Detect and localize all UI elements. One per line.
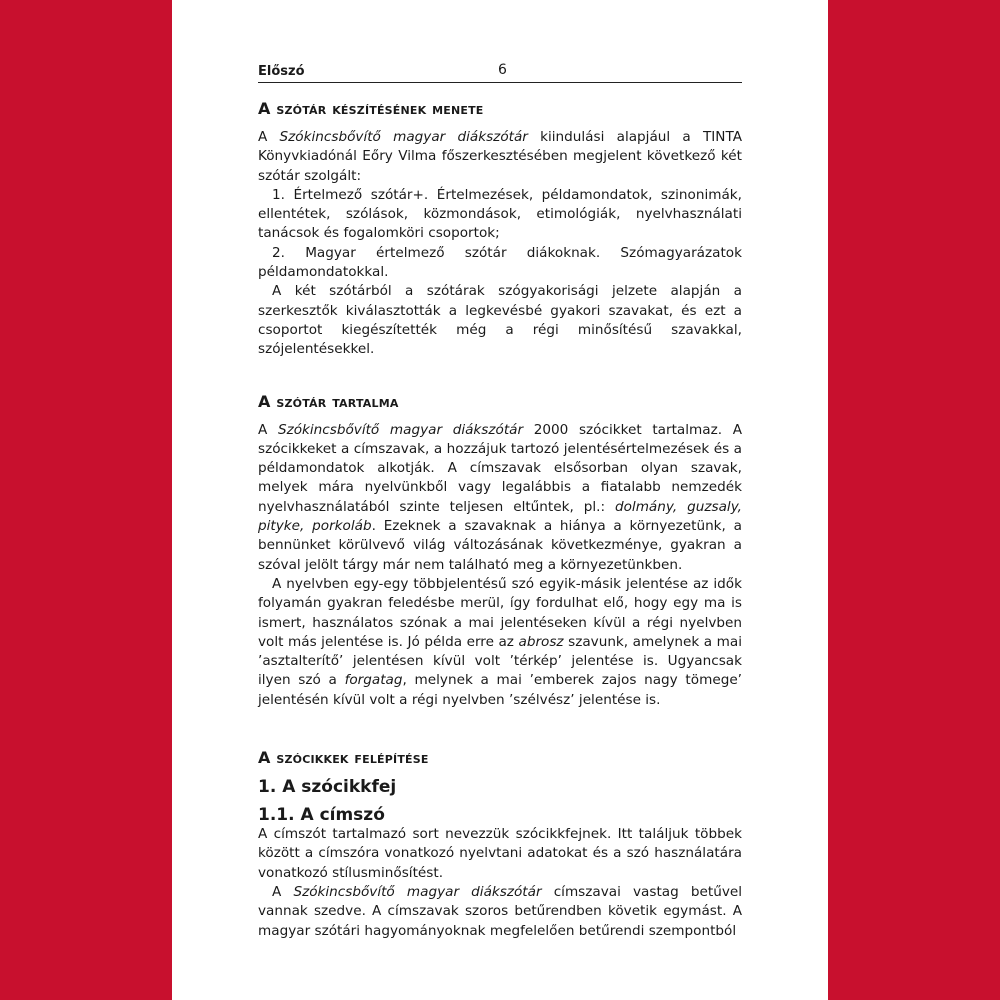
paragraph-felepitese-1: A címszót tartalmazó sort nevezzük szócikkfejnek. Itt találjuk többek között a címszóra vonatkozó nyelvtani adatokat és a szó használatára vonatkozó stílusminősítést.	[258, 826, 742, 881]
paragraph-menete-1	[258, 128, 742, 186]
paragraph-tartalma-1	[258, 421, 742, 575]
book-title: Szókincsbővítő magyar diákszótár	[277, 421, 524, 438]
text-run: A	[258, 129, 280, 145]
paragraph-menete-2: A két szótárból a szótárak szógyakorisági jelzete alapján a szerkesztők kiválasztották a legkevésbé gyakori szavakat, és ezt a csoportot kiegészítették még a régi minősítésű szavakkal, szójelentésekkel.	[258, 283, 742, 358]
page-number: 6	[498, 62, 507, 78]
text-run: kiindulási alapjául a TINTA Könyvkiadónál Eőry Vilma főszerkesztésében megjelent következő két szótár szolgált:	[258, 129, 743, 184]
text-run: 2000 szócikket tartalmaz. A szócikkeket a címszavak, a hozzájuk tartozó jelentésértelmezések és a példamondatok alkotják. A címszavak elsősorban olyan szavak, melyek mára nyelvünkből vagy legalábbis a fiatalabb nemzedék nyelvhasználatából szinte teljesen eltűntek, pl.:	[258, 421, 742, 515]
text-run: . Ezeknek a szavaknak a hiánya a környezetünk, a bennünket körülvevő világ változásának következménye, gyakran a szóval jelölt tárgy már nem található meg a környezetünkben.	[258, 518, 742, 573]
paragraph-tartalma-2	[258, 575, 742, 710]
text-run: címszavai vastag betűvel vannak szedve. A címszavak szoros betűrendben követik egymást. A magyar szótári hagyományoknak megfelelően betűrendi szempontból	[258, 883, 743, 939]
text-run: A	[258, 421, 278, 438]
book-title: Szókincsbővítő magyar diákszótár	[279, 129, 528, 145]
text-run: szavunk, amelynek a mai ’asztalterítő’ jelentésen kívül volt ’térkép’ jelentése is. Ugyancsak ilyen szó a	[258, 633, 743, 689]
running-header	[258, 60, 742, 83]
header-title: Előszó	[258, 64, 305, 79]
subheading-cimszo: 1.1. A címszó	[258, 805, 385, 826]
example-words: dolmány, guzsaly, pityke, porkoláb	[258, 498, 742, 535]
text-run: A nyelvben egy-egy többjelentésű szó egyik-másik jelentése az idők folyamán gyakran feledésbe merül, így fordulhat elő, hogy egy ma is ismert, használatos szónak a mai jelentéseken kívül a régi nyelvben volt más jelentése is. Jó példa erre az	[258, 575, 742, 650]
text-run: , melynek a mai ’emberek zajos nagy tömege’ jelentésén kívül volt a régi nyelvben ’szélvész’ jelentése is.	[258, 672, 743, 708]
list-item-2: 2. Magyar értelmező szótár diákoknak. Szómagyarázatok példamondatokkal.	[258, 244, 742, 281]
heading-tartalma: A szótár tartalma	[258, 391, 399, 411]
book-title: Szókincsbővítő magyar diákszótár	[293, 883, 542, 900]
page-content	[258, 60, 742, 941]
heading-felepitese: A szócikkek felépítése	[258, 748, 429, 768]
book-page	[172, 0, 828, 1000]
list-item-1: 1. Értelmező szótár+. Értelmezések, példamondatok, szinonimák, ellentétek, szólások, közmondások, etimológiák, nyelvhasználati tanácsok és fogalomköri csoportok;	[258, 186, 742, 242]
example-word-forgatag: forgatag	[344, 672, 403, 689]
heading-menete: A szótár készítésének menete	[258, 99, 484, 118]
paragraph-felepitese-2	[258, 883, 742, 941]
subheading-szocikkfej: 1. A szócikkfej	[258, 777, 397, 798]
text-run: A	[272, 883, 294, 900]
example-word-abrosz: abrosz	[518, 633, 564, 650]
